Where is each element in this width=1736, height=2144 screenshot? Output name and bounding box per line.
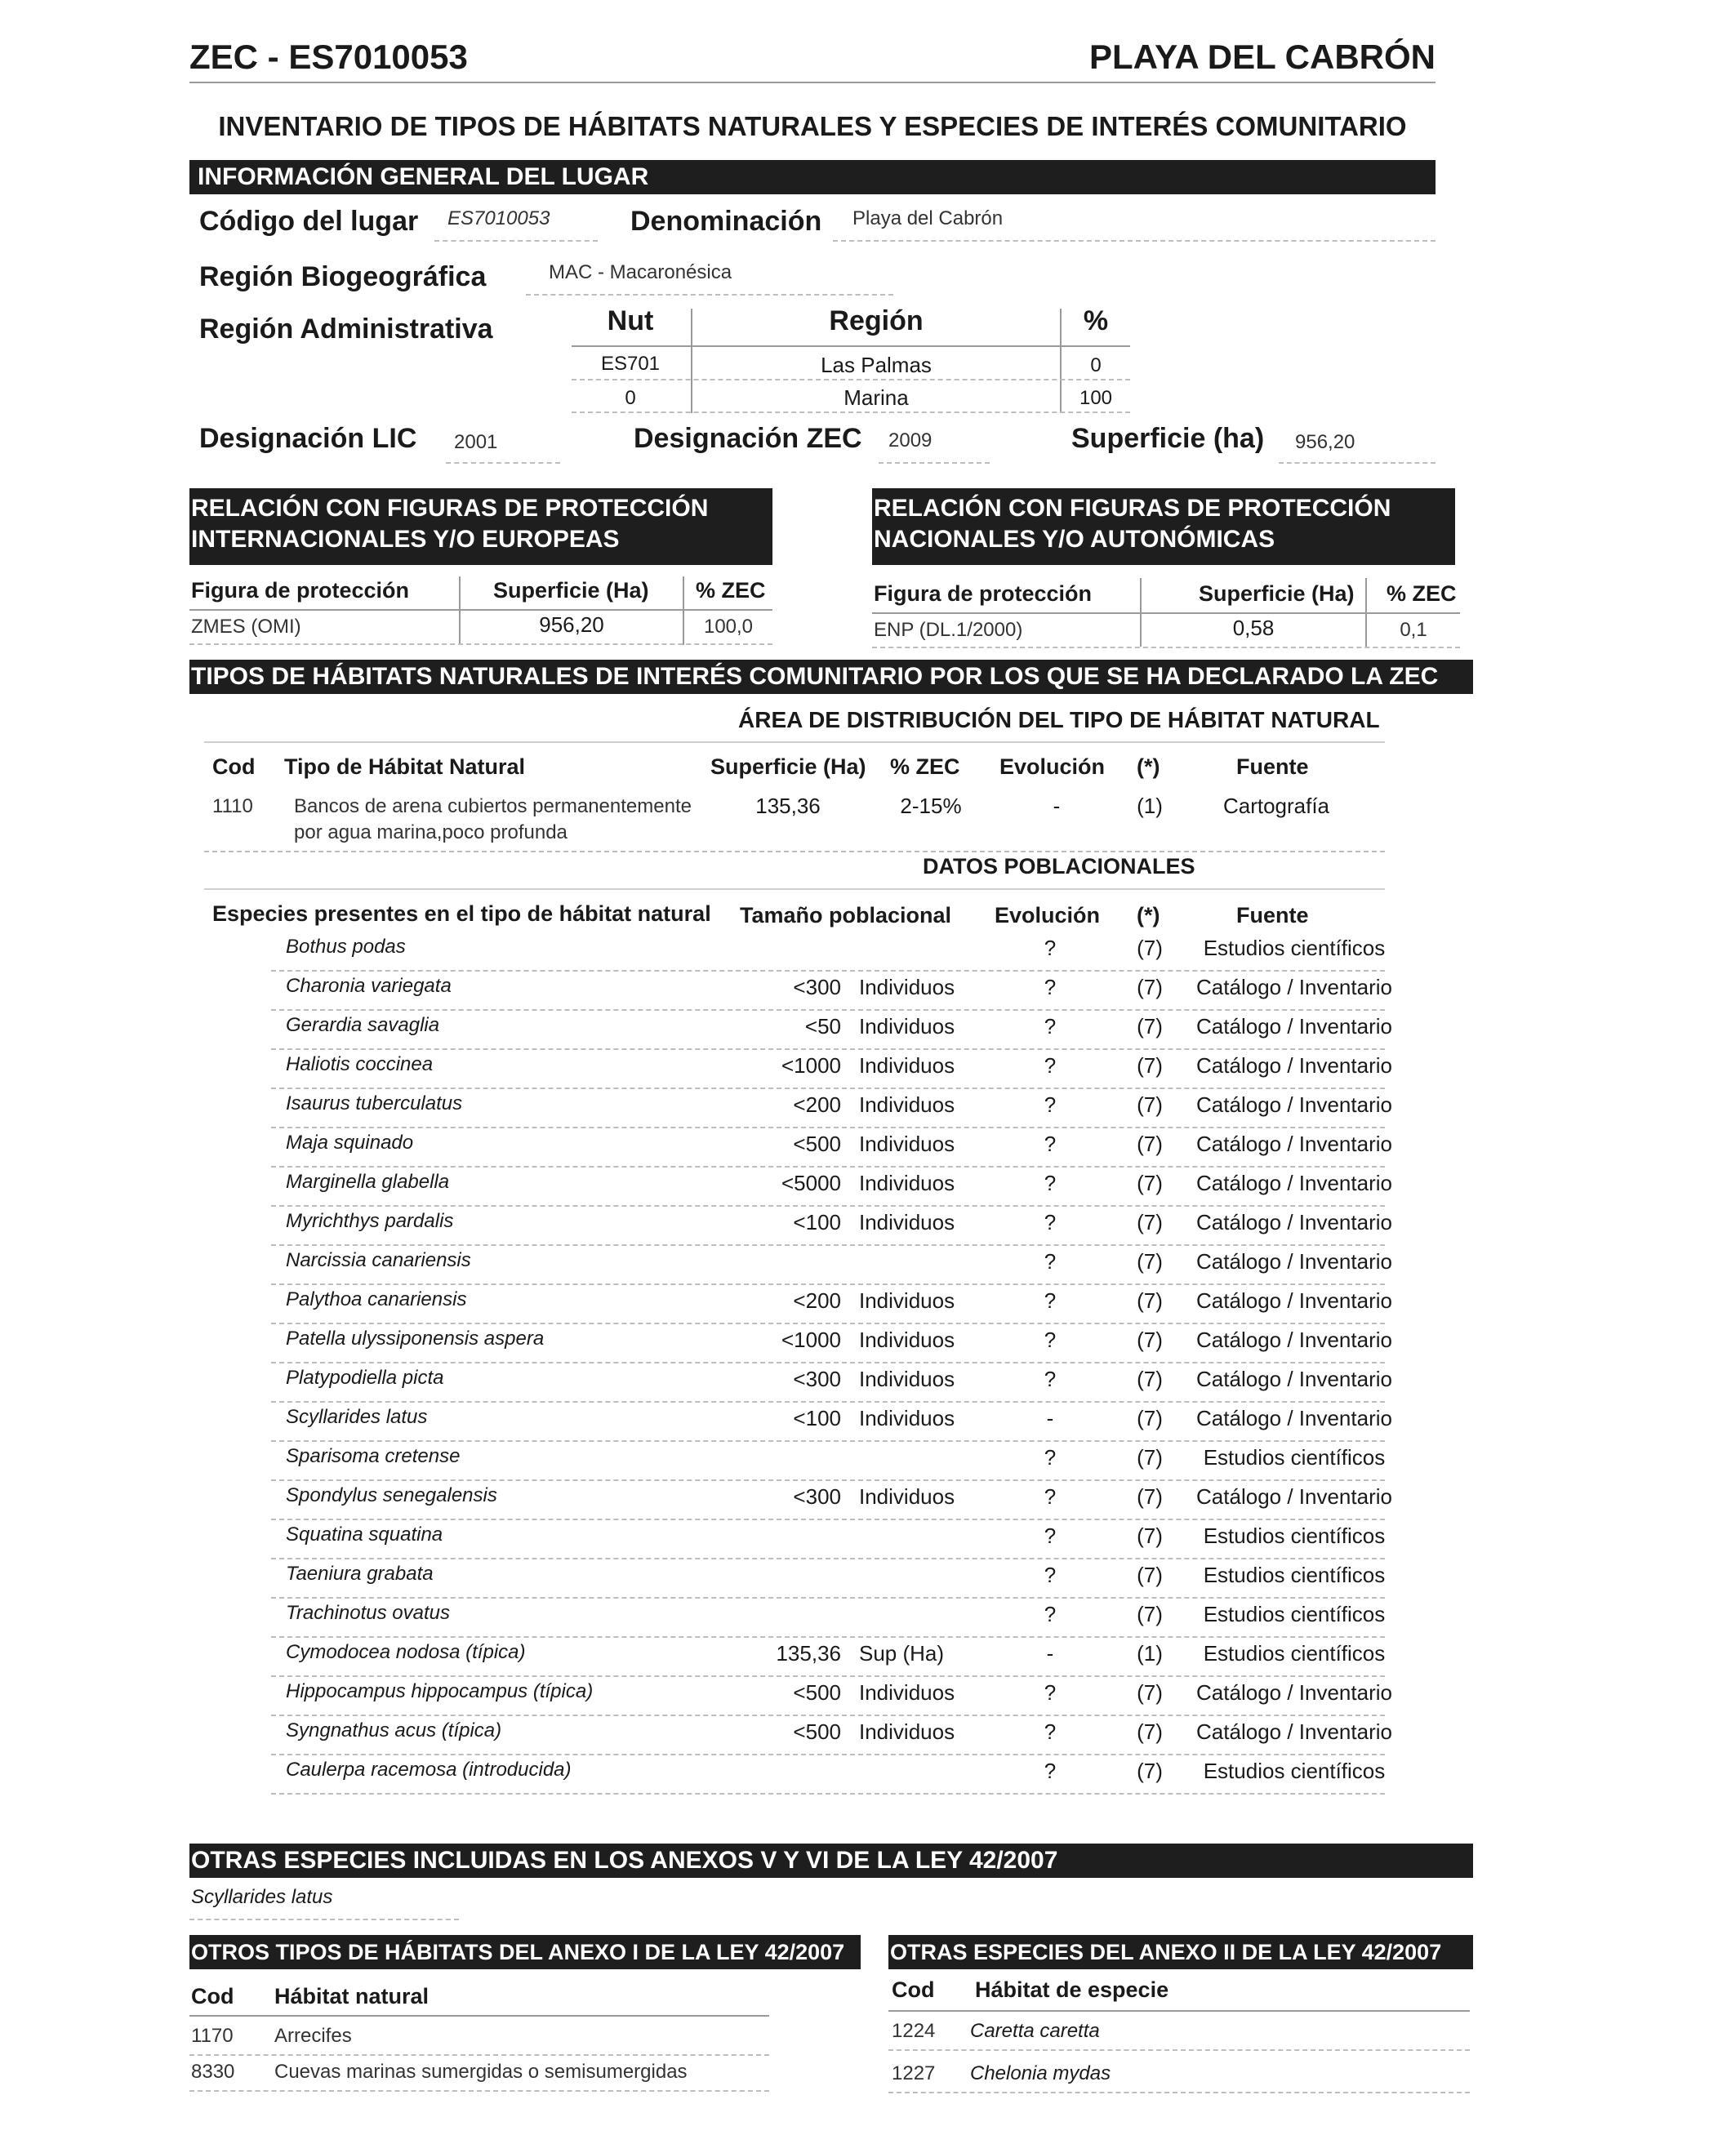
species-fuente: Catálogo / Inventario <box>1196 1719 1392 1744</box>
species-name: Caulerpa racemosa (introducida) <box>286 1759 572 1781</box>
intl-header-superficie: Superficie (Ha) <box>493 578 649 603</box>
species-size: <500 <box>793 1132 841 1156</box>
otras-especies-rule <box>189 1919 459 1920</box>
header-rule <box>189 82 1436 83</box>
species-fuente: Estudios científicos <box>1203 1759 1386 1783</box>
species-ast: (7) <box>1137 1406 1163 1430</box>
species-size: <500 <box>793 1719 841 1744</box>
species-unit: Individuos <box>859 1367 955 1391</box>
species-row-rule <box>271 1166 1385 1168</box>
admin-row-1-nut: ES701 <box>600 353 661 375</box>
superficie-label: Superficie (ha) <box>1071 423 1265 454</box>
admin-header-region: Región <box>829 305 924 336</box>
region-admin-label: Región Administrativa <box>199 314 493 345</box>
anexo2-header-cod: Cod <box>892 1977 935 2002</box>
anexo2-row-1-cod: 1224 <box>892 2020 936 2042</box>
species-evolucion: ? <box>1044 1602 1057 1626</box>
species-unit: Individuos <box>859 975 955 999</box>
species-unit: Sup (Ha) <box>859 1641 945 1666</box>
intl-row-figura: ZMES (OMI) <box>191 616 301 638</box>
nat-header-figura: Figura de protección <box>874 581 1093 606</box>
species-row-rule <box>271 1636 1385 1638</box>
site-name-title: PLAYA DEL CABRÓN <box>1089 38 1436 76</box>
species-ast: (7) <box>1137 1680 1163 1705</box>
species-unit: Individuos <box>859 1132 955 1156</box>
codigo-value: ES7010053 <box>447 207 550 229</box>
species-evolucion: ? <box>1044 1171 1057 1195</box>
nat-row-figura: ENP (DL.1/2000) <box>874 619 1023 641</box>
species-row-rule <box>271 1715 1385 1716</box>
species-size: <100 <box>793 1406 841 1430</box>
species-fuente: Catálogo / Inventario <box>1196 1406 1392 1430</box>
species-row-rule <box>271 1793 1385 1795</box>
species-fuente: Estudios científicos <box>1203 1563 1386 1587</box>
species-fuente: Catálogo / Inventario <box>1196 975 1392 999</box>
species-size: 135,36 <box>776 1641 841 1666</box>
species-ast: (7) <box>1137 1053 1163 1078</box>
species-evolucion: ? <box>1044 1445 1057 1470</box>
species-ast: (7) <box>1137 1210 1163 1234</box>
region-bio-value: MAC - Macaronésica <box>549 261 732 283</box>
species-name: Trachinotus ovatus <box>286 1602 450 1624</box>
species-ast: (7) <box>1137 1523 1163 1548</box>
species-evolucion: ? <box>1044 1053 1057 1078</box>
hab-header-evolucion: Evolución <box>999 754 1106 779</box>
hab-header-fuente: Fuente <box>1236 754 1309 779</box>
species-row-rule <box>271 1519 1385 1520</box>
lic-underline <box>446 462 560 464</box>
species-ast: (7) <box>1137 1719 1163 1744</box>
species-name: Marginella glabella <box>286 1171 450 1193</box>
admin-row-1-rule <box>572 379 1130 380</box>
species-unit: Individuos <box>859 1484 955 1509</box>
species-ast: (7) <box>1137 1484 1163 1509</box>
admin-row-1-region: Las Palmas <box>821 353 932 377</box>
species-evolucion: ? <box>1044 1092 1057 1117</box>
species-ast: (7) <box>1137 1563 1163 1587</box>
nat-header-pct: % ZEC <box>1387 581 1457 606</box>
hab-header-pct: % ZEC <box>890 754 960 779</box>
species-name: Haliotis coccinea <box>286 1053 434 1075</box>
species-evolucion: ? <box>1044 1367 1057 1391</box>
species-fuente: Catálogo / Inventario <box>1196 1171 1392 1195</box>
denominacion-label: Denominación <box>630 206 822 237</box>
species-evolucion: ? <box>1044 1484 1057 1509</box>
region-bio-label: Región Biogeográfica <box>199 261 487 292</box>
nat-header-superficie: Superficie (Ha) <box>1199 581 1355 606</box>
denominacion-value: Playa del Cabrón <box>852 207 1004 229</box>
anexo2-row-1-species: Caretta caretta <box>970 2020 1100 2042</box>
species-ast: (1) <box>1137 1641 1163 1666</box>
admin-row-1-pct: 0 <box>1090 354 1102 376</box>
species-size: <100 <box>793 1210 841 1234</box>
species-row-rule <box>271 1323 1385 1324</box>
hab-row-evolucion: - <box>1053 794 1061 818</box>
species-unit: Individuos <box>859 1719 955 1744</box>
species-size: <200 <box>793 1092 841 1117</box>
species-fuente: Catálogo / Inventario <box>1196 1132 1392 1156</box>
species-row-rule <box>271 1597 1385 1599</box>
anexo1-row-1-rule <box>189 2054 769 2056</box>
pob-header-fuente: Fuente <box>1236 903 1309 927</box>
hab-row-name-line-1: Bancos de arena cubiertos permanentemente <box>294 795 692 817</box>
species-fuente: Catálogo / Inventario <box>1196 1053 1392 1078</box>
species-name: Patella ulyssiponensis aspera <box>286 1328 545 1350</box>
habitats-bar: TIPOS DE HÁBITATS NATURALES DE INTERÉS COMUNITARIO POR LOS QUE SE HA DECLARADO LA ZEC <box>189 660 1473 694</box>
species-ast: (7) <box>1137 1249 1163 1274</box>
species-ast: (7) <box>1137 1445 1163 1470</box>
anexo1-header-cod: Cod <box>191 1984 234 2008</box>
species-row-rule <box>271 1401 1385 1403</box>
species-fuente: Estudios científicos <box>1203 1445 1386 1470</box>
species-unit: Individuos <box>859 1053 955 1078</box>
superficie-value: 956,20 <box>1295 431 1355 453</box>
anexo2-row-2-rule <box>888 2092 1470 2093</box>
species-row-rule <box>271 1127 1385 1128</box>
species-row-rule <box>271 1244 1385 1246</box>
nat-bar-line-1: RELACIÓN CON FIGURAS DE PROTECCIÓN <box>874 495 1391 522</box>
intl-row-pct: 100,0 <box>703 616 754 638</box>
species-evolucion: ? <box>1044 1249 1057 1274</box>
denominacion-underline <box>833 240 1436 242</box>
species-ast: (7) <box>1137 1288 1163 1313</box>
anexo1-row-2-habitat: Cuevas marinas sumergidas o semisumergidas <box>274 2061 688 2083</box>
species-fuente: Catálogo / Inventario <box>1196 1092 1392 1117</box>
species-ast: (7) <box>1137 1171 1163 1195</box>
species-ast: (7) <box>1137 1014 1163 1039</box>
species-name: Cymodocea nodosa (típica) <box>286 1641 526 1663</box>
species-evolucion: ? <box>1044 1523 1057 1548</box>
nat-row-rule <box>872 647 1460 648</box>
species-unit: Individuos <box>859 1406 955 1430</box>
species-fuente: Catálogo / Inventario <box>1196 1680 1392 1705</box>
anexo2-row-2-cod: 1227 <box>892 2062 936 2084</box>
species-evolucion: ? <box>1044 975 1057 999</box>
intl-header-figura: Figura de protección <box>191 578 410 603</box>
species-unit: Individuos <box>859 1680 955 1705</box>
species-size: <5000 <box>781 1171 841 1195</box>
species-fuente: Estudios científicos <box>1203 936 1386 960</box>
species-ast: (7) <box>1137 1328 1163 1352</box>
species-evolucion: ? <box>1044 1328 1057 1352</box>
species-name: Charonia variegata <box>286 975 452 997</box>
otras-especies-item: Scyllarides latus <box>191 1886 333 1908</box>
anexo1-row-1-habitat: Arrecifes <box>274 2025 352 2047</box>
species-row-rule <box>271 1088 1385 1089</box>
admin-header-nut: Nut <box>607 305 654 336</box>
pob-header-ast: (*) <box>1137 903 1160 927</box>
species-name: Isaurus tuberculatus <box>286 1092 463 1114</box>
species-evolucion: ? <box>1044 1563 1057 1587</box>
species-evolucion: ? <box>1044 1014 1057 1039</box>
species-name: Narcissia canariensis <box>286 1249 471 1271</box>
hab-row-ast: (1) <box>1137 794 1163 818</box>
hab-header-ast: (*) <box>1137 754 1160 779</box>
species-ast: (7) <box>1137 1602 1163 1626</box>
document-subtitle: INVENTARIO DE TIPOS DE HÁBITATS NATURALES Y ESPECIES DE INTERÉS COMUNITARIO <box>218 111 1407 141</box>
species-size: <300 <box>793 1484 841 1509</box>
admin-header-pct: % <box>1083 305 1109 336</box>
intl-header-rule <box>189 609 772 611</box>
species-row-rule <box>271 1362 1385 1363</box>
pob-header-evolucion: Evolución <box>995 903 1101 927</box>
zec-value: 2009 <box>888 429 933 451</box>
species-name: Myrichthys pardalis <box>286 1210 454 1232</box>
anexo1-header-rule <box>189 2015 769 2017</box>
species-unit: Individuos <box>859 1210 955 1234</box>
hab-header-superficie: Superficie (Ha) <box>710 754 866 779</box>
species-row-rule <box>271 970 1385 972</box>
species-ast: (7) <box>1137 1367 1163 1391</box>
nat-protection-bar <box>872 488 1455 565</box>
anexo2-row-2-species: Chelonia mydas <box>970 2062 1111 2084</box>
species-evolucion: ? <box>1044 1759 1057 1783</box>
species-ast: (7) <box>1137 1092 1163 1117</box>
species-name: Taeniura grabata <box>286 1563 434 1585</box>
species-row-rule <box>271 1479 1385 1481</box>
species-size: <200 <box>793 1288 841 1313</box>
species-size: <300 <box>793 1367 841 1391</box>
species-size: <500 <box>793 1680 841 1705</box>
admin-row-2-rule <box>572 411 1130 413</box>
anexo1-header-habitat: Hábitat natural <box>274 1984 430 2008</box>
lic-value: 2001 <box>454 431 498 453</box>
anexo1-row-2-cod: 8330 <box>191 2061 235 2083</box>
species-unit: Individuos <box>859 1092 955 1117</box>
species-row-rule <box>271 1558 1385 1559</box>
intl-row-rule <box>189 643 772 645</box>
hab-header-tipo: Tipo de Hábitat Natural <box>284 754 526 779</box>
species-fuente: Estudios científicos <box>1203 1523 1386 1548</box>
species-size: <300 <box>793 975 841 999</box>
anexo2-bar: OTRAS ESPECIES DEL ANEXO II DE LA LEY 42/2007 <box>888 1935 1473 1969</box>
species-row-rule <box>271 1440 1385 1442</box>
anexo2-header-habitat: Hábitat de especie <box>975 1977 1169 2002</box>
species-unit: Individuos <box>859 1328 955 1352</box>
admin-header-rule <box>572 345 1130 347</box>
species-name: Bothus podas <box>286 936 406 958</box>
species-evolucion: ? <box>1044 1288 1057 1313</box>
species-unit: Individuos <box>859 1171 955 1195</box>
hab-row-cod: 1110 <box>212 795 253 817</box>
species-name: Scyllarides latus <box>286 1406 428 1428</box>
area-title-rule <box>204 741 1385 743</box>
anexo1-bar: OTROS TIPOS DE HÁBITATS DEL ANEXO I DE LA LEY 42/2007 <box>189 1935 861 1969</box>
species-ast: (7) <box>1137 936 1163 960</box>
species-row-rule <box>271 1283 1385 1285</box>
intl-protection-bar <box>189 488 772 565</box>
intl-bar-line-2: INTERNACIONALES Y/O EUROPEAS <box>191 526 620 553</box>
pob-header-especies: Especies presentes en el tipo de hábitat natural <box>212 901 711 926</box>
species-evolucion: ? <box>1044 1132 1057 1156</box>
species-ast: (7) <box>1137 1132 1163 1156</box>
superficie-underline <box>1279 462 1436 464</box>
species-row-rule <box>271 1048 1385 1050</box>
species-row-rule <box>271 1675 1385 1677</box>
species-evolucion: ? <box>1044 1719 1057 1744</box>
species-fuente: Catálogo / Inventario <box>1196 1288 1392 1313</box>
species-ast: (7) <box>1137 975 1163 999</box>
species-name: Hippocampus hippocampus (típica) <box>286 1680 594 1702</box>
nat-header-rule <box>872 612 1460 614</box>
species-fuente: Catálogo / Inventario <box>1196 1014 1392 1039</box>
nat-bar-line-2: NACIONALES Y/O AUTONÓMICAS <box>874 526 1275 553</box>
species-unit: Individuos <box>859 1288 955 1313</box>
species-unit: Individuos <box>859 1014 955 1039</box>
pob-title-rule <box>204 888 1385 890</box>
species-fuente: Catálogo / Inventario <box>1196 1367 1392 1391</box>
region-bio-underline <box>526 294 893 296</box>
anexo1-row-1-cod: 1170 <box>191 2025 234 2047</box>
species-fuente: Estudios científicos <box>1203 1602 1386 1626</box>
species-size: <1000 <box>781 1328 841 1352</box>
zec-label: Designación ZEC <box>634 423 862 454</box>
hab-row-superficie: 135,36 <box>755 794 821 818</box>
species-fuente: Catálogo / Inventario <box>1196 1328 1392 1352</box>
anexo2-header-rule <box>888 2010 1470 2012</box>
otras-especies-bar: OTRAS ESPECIES INCLUIDAS EN LOS ANEXOS V Y VI DE LA LEY 42/2007 <box>189 1844 1473 1878</box>
admin-row-2-nut: 0 <box>625 387 636 409</box>
codigo-underline <box>434 240 598 242</box>
species-size: <50 <box>804 1014 841 1039</box>
site-code-title: ZEC - ES7010053 <box>189 38 468 76</box>
species-evolucion: ? <box>1044 936 1057 960</box>
species-row-rule <box>271 1205 1385 1207</box>
anexo1-row-2-rule <box>189 2090 769 2092</box>
species-evolucion: - <box>1046 1641 1054 1666</box>
species-name: Syngnathus acus (típica) <box>286 1719 502 1741</box>
nat-row-superficie: 0,58 <box>1232 616 1275 640</box>
species-row-rule <box>271 1754 1385 1755</box>
species-fuente: Catálogo / Inventario <box>1196 1484 1392 1509</box>
species-fuente: Catálogo / Inventario <box>1196 1249 1392 1274</box>
hab-row-name-line-2: por agua marina,poco profunda <box>294 821 568 843</box>
species-evolucion: ? <box>1044 1680 1057 1705</box>
nat-row-pct: 0,1 <box>1400 619 1427 641</box>
zec-underline <box>879 462 990 464</box>
admin-row-2-region: Marina <box>844 385 909 410</box>
intl-bar-line-1: RELACIÓN CON FIGURAS DE PROTECCIÓN <box>191 495 709 522</box>
species-size: <1000 <box>781 1053 841 1078</box>
species-name: Platypodiella picta <box>286 1367 444 1389</box>
species-name: Spondylus senegalensis <box>286 1484 497 1506</box>
intl-header-pct: % ZEC <box>696 578 766 603</box>
species-row-rule <box>271 1009 1385 1011</box>
species-evolucion: ? <box>1044 1210 1057 1234</box>
species-name: Maja squinado <box>286 1132 414 1154</box>
species-name: Palythoa canariensis <box>286 1288 467 1310</box>
species-ast: (7) <box>1137 1759 1163 1783</box>
species-fuente: Catálogo / Inventario <box>1196 1210 1392 1234</box>
area-distribucion-title: ÁREA DE DISTRIBUCIÓN DEL TIPO DE HÁBITAT NATURAL <box>738 707 1380 732</box>
datos-poblacionales-title: DATOS POBLACIONALES <box>923 854 1195 879</box>
hab-row-pct: 2-15% <box>900 794 962 818</box>
pob-header-tamano: Tamaño poblacional <box>740 903 952 927</box>
species-name: Sparisoma cretense <box>286 1445 461 1467</box>
species-fuente: Estudios científicos <box>1203 1641 1386 1666</box>
anexo2-row-1-rule <box>888 2049 1470 2051</box>
hab-row-rule <box>204 851 1385 852</box>
hab-row-fuente: Cartografía <box>1222 794 1330 818</box>
intl-row-superficie: 956,20 <box>539 612 604 637</box>
admin-row-2-pct: 100 <box>1079 387 1113 409</box>
species-name: Gerardia savaglia <box>286 1014 440 1036</box>
general-info-bar: INFORMACIÓN GENERAL DEL LUGAR <box>189 160 1436 194</box>
codigo-label: Código del lugar <box>199 206 419 237</box>
hab-header-cod: Cod <box>212 754 256 779</box>
lic-label: Designación LIC <box>199 423 417 454</box>
species-name: Squatina squatina <box>286 1523 443 1546</box>
species-evolucion: - <box>1046 1406 1054 1430</box>
